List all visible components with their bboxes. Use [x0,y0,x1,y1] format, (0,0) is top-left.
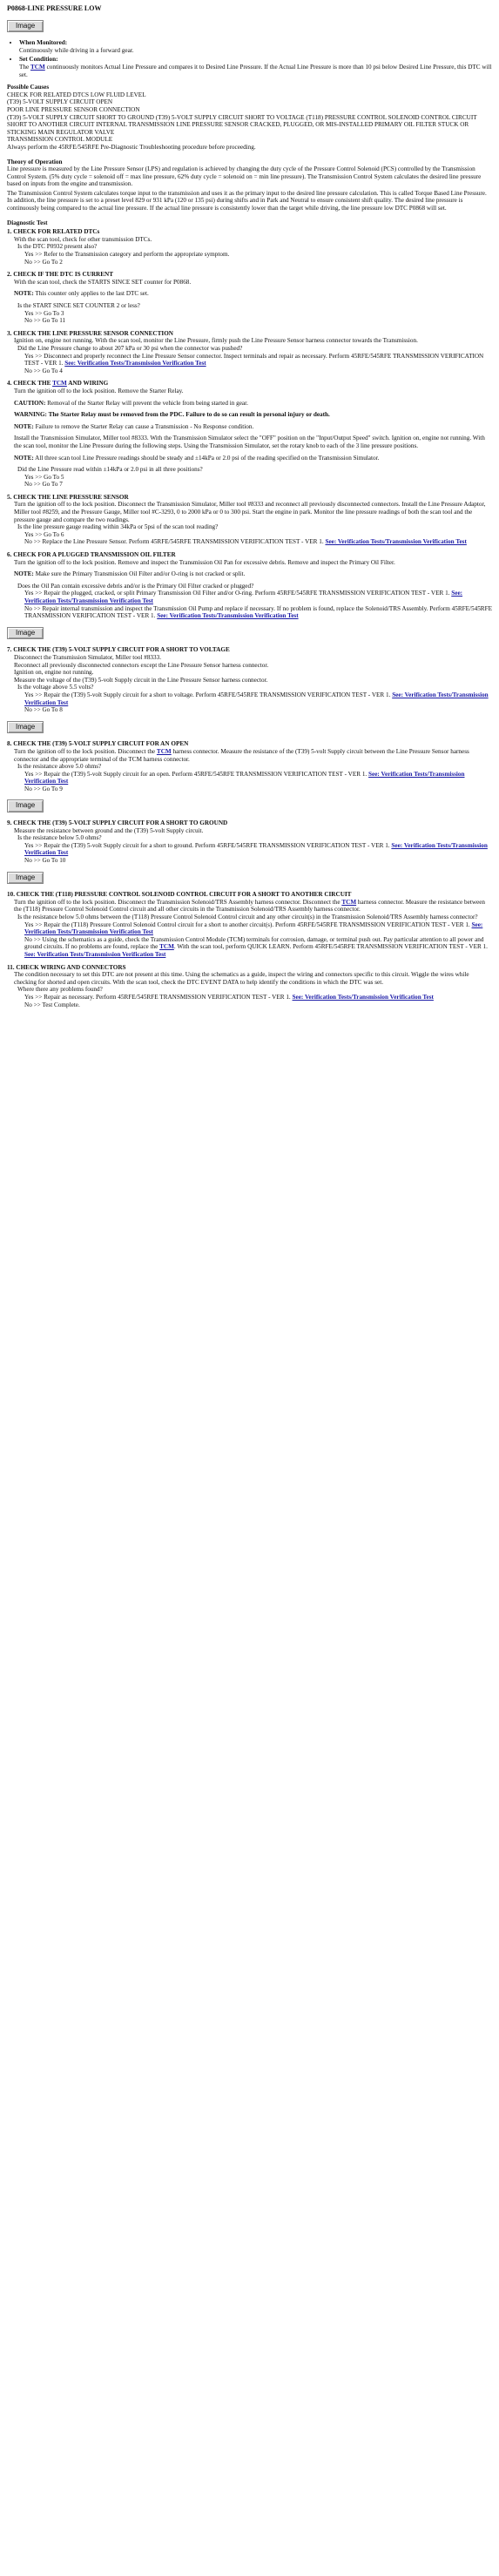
answer-yes-text: Yes >> Repair the (T39) 5-volt Supply circuit for a short to ground. Perform 45RFE/545RFE TRANSMISSION VERIFICATION TEST - VER 1. [24,841,392,849]
step-line: Reconnect all previously disconnected connectors except the Line Pressure Sensor harness connector. [14,661,269,669]
step-note [7,570,492,578]
step-title-post: AND WIRING [66,380,109,388]
step-question: Where there any problems found? [17,986,103,994]
step-body [7,899,492,914]
verification-test-link[interactable]: See: Verification Tests/Transmission Verification Test [64,360,206,368]
step-9 [7,819,492,865]
answer-yes: Yes >> Go To 6 [24,530,64,538]
step-title: 7. CHECK THE (T39) 5-VOLT SUPPLY CIRCUIT FOR A SHORT TO VOLTAGE [7,646,230,654]
verification-test-link[interactable]: See: Verification Tests/Transmission Verification Test [24,691,489,706]
theory-heading: Theory of Operation [7,158,63,165]
answer-no-post: . With the scan tool, perform QUICK LEARN. Perform 45RFE/545RFE TRANSMISSION VERIFICATION TEST - VER 1. [173,943,488,951]
verification-test-link[interactable]: See: Verification Tests/Transmission Verification Test [325,538,467,546]
step-note [7,290,492,298]
answer-yes-text: Yes >> Repair the (T39) 5-volt Supply circuit for a short to voltage. Perform 45RFE/545RFE TRANSMISSION VERIFICATION TEST - VER 1. [24,691,393,698]
answer-yes-text: Yes >> Disconnect and properly reconnect the Line Pressure Sensor connector. Inspect terminals and repair as necessary. Perform 45RFE/545RFE TRANSMISSION VERIFICATION TEST - VER 1. [24,352,484,368]
step-body: With the scan tool, check for other transmission DTCs. [14,235,152,243]
step-title-pre: 4. CHECK THE [7,380,53,388]
answer-no-text: No >> Repair internal transmission and inspect the Transmission Oil Pump and replace if necessary. If no problem is found, replace the Solenoid/TRS Assembly. Perform 45RFE/545RFE TRANSMISSION VERIFICATION TEST - VER 1. [24,604,492,620]
image-button[interactable]: Image [7,20,44,33]
monitor-conditions [7,39,492,78]
answer-yes-text: Yes >> Repair as necessary. Perform 45RFE/545RFE TRANSMISSION VERIFICATION TEST - VER 1. [24,993,293,1001]
answer-yes [7,691,492,706]
step-note [7,423,492,431]
answer-yes [7,921,492,936]
possible-causes-heading: Possible Causes [7,84,50,91]
answer-yes [7,771,492,786]
tcm-link[interactable]: TCM [52,380,67,388]
caution-note [7,400,492,408]
step-title: 9. CHECK THE (T39) 5-VOLT SUPPLY CIRCUIT FOR A SHORT TO GROUND [7,819,228,827]
note-text: All three scan tool Line Pressure readings should be steady and ±14kPa or 2.0 psi of the reading specified on the Transmission Simulator. [33,454,380,462]
answer-no [7,605,492,620]
verification-test-link[interactable]: See: Verification Tests/Transmission Verification Test [24,770,465,786]
verification-test-link[interactable]: See: Verification Tests/Transmission Verification Test [24,590,463,604]
image-button[interactable]: Image [7,627,44,640]
when-monitored-text: Continuously while driving in a forward gear. [19,46,134,54]
step-title: 10. CHECK THE (T118) PRESSURE CONTROL SOLENOID CONTROL CIRCUIT FOR A SHORT TO ANOTHER CIRCUIT [7,891,352,899]
answer-no: No >> Go To 7 [24,481,63,489]
step-title [7,380,492,388]
verification-test-link[interactable]: See: Verification Tests/Transmission Verification Test [157,612,299,620]
image-button[interactable]: Image [7,799,44,813]
answer-no [7,936,492,959]
note-text: Make sure the Primary Transmission Oil Filter and/or O-ring is not cracked or split. [33,570,246,578]
verification-test-link[interactable]: See: Verification Tests/Transmission Verification Test [24,920,483,936]
answer-no-text: No >> Replace the Line Pressure Sensor. Perform 45RFE/545RFE TRANSMISSION VERIFICATION TEST - VER 1. [24,538,326,546]
document-page [0,0,499,1014]
step-6 [7,551,492,620]
step-line: Ignition on, engine not running. [14,669,94,677]
answer-yes-text: Yes >> Repair the (T39) 5-volt Supply circuit for an open. Perform 45RFE/545RFE TRANSMISSION VERIFICATION TEST - VER 1. [24,770,369,778]
cause-line: POOR LINE PRESSURE SENSOR CONNECTION [7,105,140,113]
step-question: Is the resistance below 5.0 ohms between the (T118) Pressure Control Solenoid Control circuit and any other circuit(s) in the Transmission Solenoid/TRS Assembly harness connector? [17,914,478,920]
answer-no: No >> Test Complete. [24,1001,80,1008]
note-text: This counter only applies to the last DTC set. [33,290,149,298]
warning-note: WARNING: The Starter Relay must be removed from the PDC. Failure to do so can result in personal injury or death. [14,411,330,419]
step-body: Measure the resistance between ground and the (T39) 5-volt Supply circuit. [14,826,204,834]
tcm-link[interactable]: TCM [156,747,172,755]
cause-line: TRANSMISSION CONTROL MODULE [7,136,113,144]
step-note [7,455,492,462]
step-body: Turn the ignition off to the lock position. Remove the Starter Relay. [14,387,184,394]
note-label: NOTE: [14,570,34,578]
step-paragraph: Install the Transmission Simulator, Miller tool #8333. With the Transmission Simulator select the "OFF" position on the "Input/Output Speed" switch. Ignition on, engine not running. With the scan tool, monitor the Line Pressure during the following steps. Using the Transmission Simulator, set the rotary knob to each of the 3 line pressure positions. [14,435,485,449]
step-body: Turn the ignition off to the lock position. Remove and inspect the Transmission Oil Pan for excessive debris. Remove and inspect the Primary Oil Filter. [14,558,395,566]
answer-yes: Yes >> Go To 5 [24,473,64,481]
step-title: 2. CHECK IF THE DTC IS CURRENT [7,271,114,279]
step-body: With the scan tool, check the STARTS SINCE SET counter for P0868. [14,278,192,286]
step-title: 6. CHECK FOR A PLUGGED TRANSMISSION OIL FILTER [7,551,176,559]
note-label: NOTE: [14,454,34,462]
step-title: 8. CHECK THE (T39) 5-VOLT SUPPLY CIRCUIT FOR AN OPEN [7,740,189,748]
step-8 [7,740,492,792]
theory-paragraph: Line pressure is measured by the Line Pressure Sensor (LPS) and regulation is achieved by changing the duty cycle of the Pressure Control Solenoid (PCS) controlled by the Transmission Control System. (5% duty cycle = solenoid off = max line pressure, 62% duty cycle = solenoid on = min line pressure). The Transmission Control System calculates the desired line pressure based on inputs from the engine and transmission. [7,165,482,188]
step-question: Is the DTC P0932 present also? [17,243,98,251]
step-title: 3. CHECK THE LINE PRESSURE SENSOR CONNECTION [7,329,173,337]
answer-no: No >> Go To 4 [24,367,63,374]
answer-no: No >> Go To 2 [24,258,63,266]
answer-yes-text: Yes >> Repair the plugged, cracked, or split Primary Transmission Oil Filter and/or O-ring. Perform 45RFE/545RFE TRANSMISSION VERIFICATION TEST - VER 1. [24,590,452,597]
image-button[interactable]: Image [7,872,44,885]
step-title: 11. CHECK WIRING AND CONNECTORS [7,963,126,971]
answer-no-pre: No >> Using the schematics as a guide, check the Transmission Control Module (TCM) terminals for corrosion, damage, or terminal push out. Pay particular attention to all power and ground circuits. If no problems are found, replace the [24,935,484,951]
note-text: Failure to remove the Starter Relay can cause a Transmission - No Response condition. [33,422,254,430]
theory-paragraph: The Transmission Control System calculates torque input to the transmission and uses it as the primary input to the desired line pressure calculation. This is called Torque Based Line Pressure. In addition, the line pressure is set to a preset level 829 or 931 kPa (120 or 135 psi) during shifts and in Park and Neutral to ensure consistent shift quality. The desired line pressure is continuously being compared to the actual line pressure. If the actual line pressure is consistently lower than the target while driving, the line pressure low DTC P0868 will set. [7,189,487,212]
set-condition-post: continuously monitors Actual Line Pressure and compares it to Desired Line Pressure. If the Actual Line Pressure is more than 10 psi below Desired Line Pressure, this DTC will set. [19,63,492,78]
answer-yes [7,353,492,368]
set-condition-label: • Set Condition: [19,56,58,64]
set-condition-item [19,56,492,78]
answer-yes [7,842,492,857]
answer-no: No >> Go To 9 [24,785,63,792]
step-question: Is the resistance above 5.0 ohms? [17,763,102,771]
cause-line: CHECK FOR RELATED DTCS LOW FLUID LEVEL [7,91,146,98]
step-11 [7,964,492,1009]
tcm-link[interactable]: TCM [341,898,357,906]
tcm-link[interactable]: TCM [159,943,174,951]
answer-yes: Yes >> Refer to the Transmission category and perform the appropriate symptom. [24,251,230,259]
answer-no: No >> Go To 8 [24,706,63,714]
answer-no: No >> Go To 11 [24,317,66,325]
step-title: 5. CHECK THE LINE PRESSURE SENSOR [7,493,129,501]
verification-test-link[interactable]: See: Verification Tests/Transmission Verification Test [24,841,488,857]
verification-test-link[interactable]: See: Verification Tests/Transmission Verification Test [292,993,434,1001]
set-condition-text [19,64,492,78]
note-label: NOTE: [14,290,34,298]
step-body-pre: Turn the ignition off to the lock position. Disconnect the Transmission Solenoid/TRS Assembly harness connector. Disconnect the [14,898,342,906]
step-question: Is the START SINCE SET COUNTER 2 or less? [17,302,140,309]
step-line: Disconnect the Transmission Simulator, Miller tool #8333. [14,653,162,661]
step-7 [7,646,492,713]
step-question: Did the Line Pressure change to about 207 kPa or 30 psi when the connector was pushed? [17,344,243,352]
cause-line: Always perform the 45RFE/545RFE Pre-Diagnostic Troubleshooting procedure before proceeding. [7,143,256,151]
step-4 [7,380,492,489]
step-question: Did the Line Pressure read within ±14kPa or 2.0 psi in all three positions? [17,466,203,474]
verification-test-link[interactable]: See: Verification Tests/Transmission Verification Test [24,950,166,958]
step-line: Measure the voltage of the (T39) 5-volt Supply circuit in the Line Pressure Sensor harness connector. [14,676,268,684]
step-question: Is the resistance below 5.0 ohms? [17,834,102,842]
step-5 [7,494,492,546]
answer-yes-text: Yes >> Repair the (T118) Pressure Control Solenoid Control circuit for a short to another circuit(s). Perform 45RFE/545RFE TRANSMISSION VERIFICATION TEST - VER 1. [24,920,472,928]
tcm-link[interactable]: TCM [30,63,45,71]
cause-line: (T39) 5-VOLT SUPPLY CIRCUIT OPEN [7,98,113,106]
step-body-post: harness connector. Measure the resistance of the (T39) 5-volt Supply circuit between the Line Pressure Sensor harness connector and the appropriate terminal of the TCM harness connector. [14,747,469,763]
image-button[interactable]: Image [7,721,44,734]
set-condition-pre: The [19,63,30,71]
answer-no [7,538,492,546]
when-monitored-item [19,39,492,54]
answer-yes [7,994,492,1001]
step-title: 1. CHECK FOR RELATED DTCs [7,228,100,236]
step-body: The condition necessary to set this DTC are not present at this time. Using the schematics as a guide, inspect the wiring and connectors specific to this circuit. Wiggle the wires while checking for shorted and open circuits. With the scan tool, check the DTC EVENT DATA to help identify the conditions in which the DTC was set. [14,971,469,986]
caution-label: CAUTION: [14,399,46,407]
step-body: Turn the ignition off to the lock position. Disconnect the Transmission Simulator, Miller tool #8333 and reconnect all previously disconnected connectors. Install the Line Pressure Adaptor, Miller tool #8259, and the Pressure Gauge, Miller tool #C-3293, 0 to 2000 kPa or 0 to 300 psi. Start the engine in park. Monitor the line pressure readings of both the scan tool and the pressure gauge and compare the two readings. [14,501,486,523]
when-monitored-label: • When Monitored: [19,39,68,47]
cause-line: (T39) 5-VOLT SUPPLY CIRCUIT SHORT TO GROUND (T39) 5-VOLT SUPPLY CIRCUIT SHORT TO VOLTAGE (T118) PRESSURE CONTROL SOLENOID CONTROL CIRCUIT SHORT TO ANOTHER CIRCUIT INTERNAL TRANSMISSION LINE PRESSURE SENSOR CRACKED, PLUGGED, OR MIS-INSTALLED PRIMARY OIL FILTER STUCK OR STICKING MAIN REGULATOR VALVE [7,113,477,136]
diagnostic-test-heading: Diagnostic Test [7,219,48,226]
step-question: Does the Oil Pan contain excessive debris and/or is the Primary Oil Filter cracked or plugged? [17,582,254,590]
step-body-pre: Turn the ignition off to the lock position. Disconnect the [14,747,157,755]
step-3 [7,330,492,375]
possible-causes-list [7,91,492,152]
answer-yes [7,590,492,604]
step-body: Ignition on, engine not running. With the scan tool, monitor the Line Pressure, firmly push the Line Pressure Sensor harness connector towards the Transmission. [14,337,418,345]
caution-text: Removal of the Starter Relay will prevent the vehicle from being started in gear. [45,399,248,407]
step-10 [7,891,492,958]
page-title: P0868-LINE PRESSURE LOW [7,4,102,12]
step-1 [7,228,492,266]
answer-yes: Yes >> Go To 3 [24,309,64,317]
step-body-post: harness connector. Measure the resistance between the (T118) Pressure Control Solenoid Control circuit and all other circuits in the Transmission Solenoid/TRS Assembly harness connector. [14,898,485,914]
step-body [7,748,492,763]
answer-no: No >> Go To 10 [24,857,66,865]
note-label: NOTE: [14,422,34,430]
step-question: Is the line pressure gauge reading within 34kPa or 5psi of the scan tool reading? [17,523,219,531]
step-question: Is the voltage above 5.5 volts? [17,684,94,691]
step-2 [7,271,492,325]
